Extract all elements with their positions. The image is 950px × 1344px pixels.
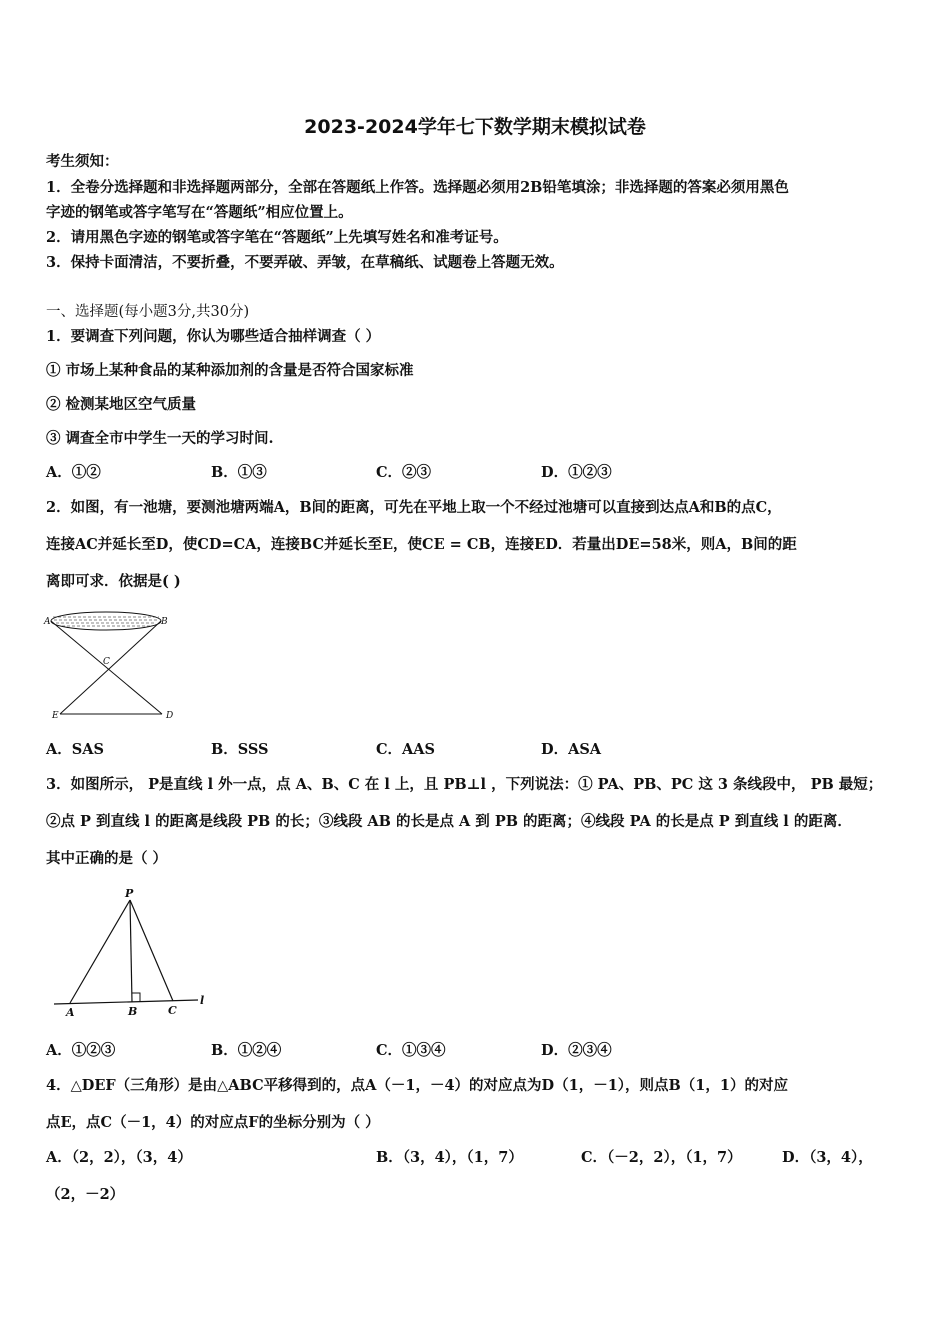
- q3-option-c: C．①③④: [376, 1042, 446, 1059]
- q2-line-1: 2．如图，有一池塘，要测池塘两端A，B间的距离，可先在平地上取一个不经过池塘可以直接到达点A和B的点C，: [46, 499, 782, 516]
- q4-option-d: D．（3，4），: [782, 1149, 873, 1166]
- segment-PB: [130, 900, 132, 1002]
- segment-PC: [130, 900, 173, 1001]
- q4-line-1: 4．△DEF（三角形）是由△ABC平移得到的，点A（－1，－4）的对应点为D（1，－1），则点B（1，1）的对应: [46, 1077, 788, 1094]
- q3-line-figure: [48, 886, 213, 1020]
- q3-line-1: 3．如图所示， P是直线 l 外一点，点 A、B、C 在 l 上，且 PB⊥l ，下列说法：① PA、PB、PC 这 3 条线段中， PB 最短；: [46, 776, 883, 793]
- label-B: B: [161, 617, 168, 627]
- page-title: 2023-2024学年七下数学期末模拟试卷: [304, 116, 646, 138]
- notice-line-3: 3．保持卡面清洁，不要折叠，不要弄破、弄皱，在草稿纸、试题卷上答题无效。: [46, 254, 564, 271]
- q3-option-d: D．②③④: [541, 1042, 612, 1059]
- q2-pond-figure: [40, 608, 180, 726]
- q1-option-b: B．①③: [211, 464, 267, 481]
- label-l: l: [200, 994, 205, 1007]
- section-heading: 一、选择题(每小题3分,共30分): [46, 304, 250, 320]
- q3-option-a: A．①②③: [46, 1042, 116, 1059]
- segment-PA: [70, 900, 130, 1003]
- q2-option-c: C．AAS: [376, 741, 436, 758]
- q4-option-d-continued: （2，－2）: [46, 1186, 125, 1203]
- q4-line-2: 点E，点C（－1，4）的对应点F的坐标分别为（ ）: [46, 1114, 380, 1131]
- q3-line-3: 其中正确的是（ ）: [46, 850, 168, 867]
- label-B: B: [128, 1005, 138, 1018]
- q1-option-d: D．①②③: [541, 464, 612, 481]
- q2-option-b: B．SSS: [211, 741, 269, 758]
- notice-line-1a: 1．全卷分选择题和非选择题两部分，全部在答题纸上作答。选择题必须用2B铅笔填涂；非选择题的答案必须用黑色: [46, 179, 789, 196]
- label-A: A: [44, 617, 51, 627]
- q1-option-c: C．②③: [376, 464, 432, 481]
- q1-stem: 1．要调查下列问题，你认为哪些适合抽样调查（ ）: [46, 328, 381, 345]
- pond-ellipse: [51, 612, 161, 630]
- q4-option-b: B．（3，4），（1，7）: [376, 1149, 523, 1166]
- label-E: E: [52, 711, 59, 721]
- q2-option-a: A．SAS: [46, 741, 104, 758]
- q1-item-3: ③ 调查全市中学生一天的学习时间.: [46, 430, 274, 447]
- notice-line-1b: 字迹的钢笔或答字笔写在“答题纸”相应位置上。: [46, 204, 353, 221]
- notice-line-2: 2．请用黑色字迹的钢笔或答字笔在“答题纸”上先填写姓名和准考证号。: [46, 229, 508, 246]
- q3-line-2: ②点 P 到直线 l 的距离是线段 PB 的长；③线段 AB 的长是点 A 到 PB 的距离；④线段 PA 的长是点 P 到直线 l 的距离．: [46, 813, 852, 830]
- q1-item-1: ① 市场上某种食品的某种添加剂的含量是否符合国家标准: [46, 362, 414, 379]
- q1-item-2: ② 检测某地区空气质量: [46, 396, 197, 413]
- q3-option-b: B．①②④: [211, 1042, 282, 1059]
- label-C: C: [103, 657, 110, 667]
- right-angle-mark: [132, 993, 140, 1002]
- notice-heading: 考生须知：: [46, 153, 119, 170]
- q2-line-2: 连接AC并延长至D，使CD=CA，连接BC并延长至E，使CE = CB，连接ED．若量出DE=58米，则A，B间的距: [46, 536, 797, 553]
- q2-option-d: D．ASA: [541, 741, 602, 758]
- q2-line-3: 离即可求．依据是( ): [46, 573, 181, 590]
- q4-option-a: A．（2，2），（3，4）: [46, 1149, 192, 1166]
- label-P: P: [125, 887, 134, 900]
- q4-option-c: C．（－2，2），（1，7）: [581, 1149, 742, 1166]
- label-A: A: [66, 1006, 75, 1019]
- label-C: C: [168, 1004, 177, 1017]
- label-D: D: [166, 711, 174, 721]
- q1-option-a: A．①②: [46, 464, 101, 481]
